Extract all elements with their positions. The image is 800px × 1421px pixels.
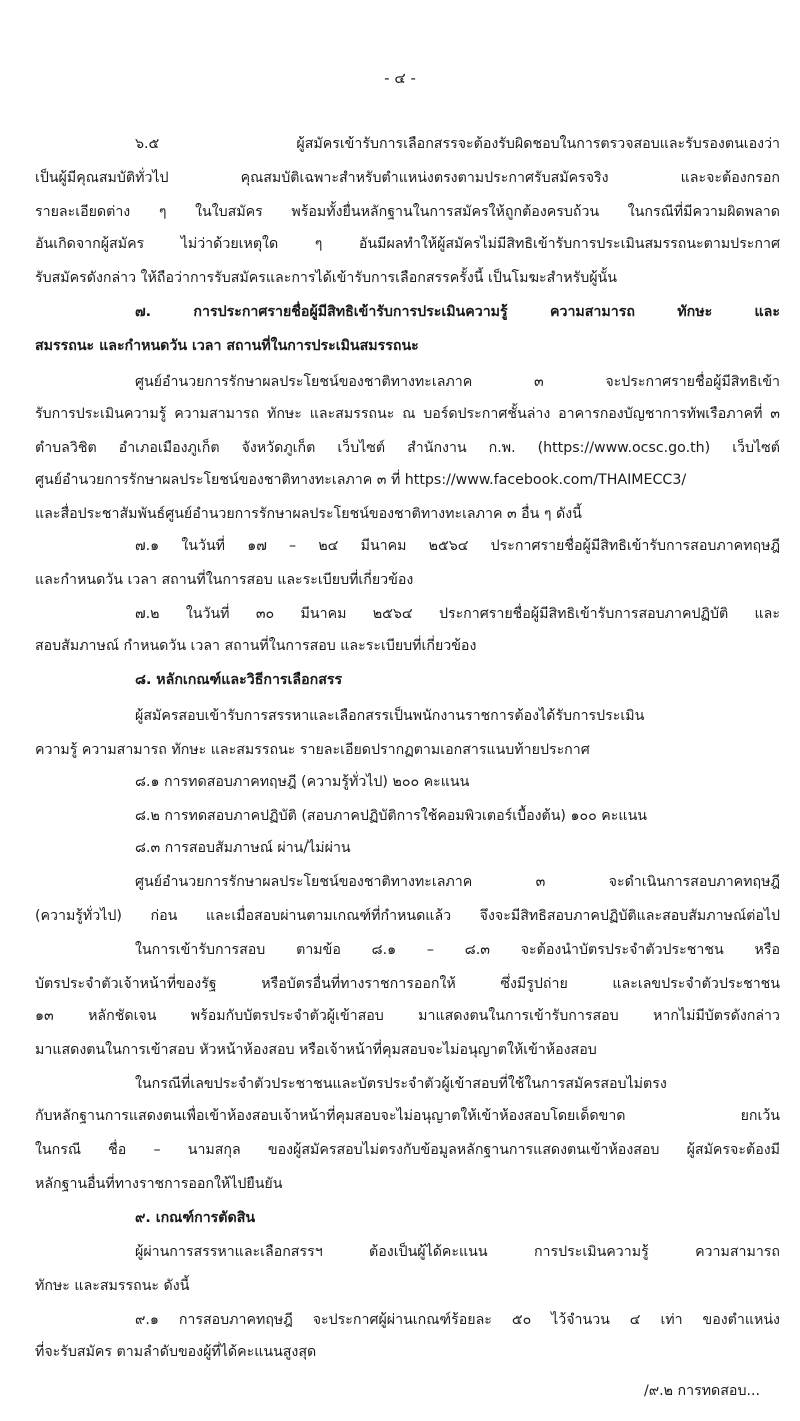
section-heading-line: ๙. เกณฑ์การตัดสิน [135,1210,256,1226]
section-heading-line: สมรรถนะ และกำหนดวัน เวลา สถานที่ในการประเมินสมรรถนะ [35,338,419,354]
paragraph-line: เป็นผู้มีคุณสมบัติทั่วไป คุณสมบัติเฉพาะสำหรับตำแหน่งตรงตามประกาศรับสมัครจริง และจะต้องกรอก [35,170,780,186]
paragraph-line: และกำหนดวัน เวลา สถานที่ในการสอบ และระเบียบที่เกี่ยวข้อง [35,572,414,588]
paragraph-line: ในกรณี ชื่อ – นามสกุล ของผู้สมัครสอบไม่ตรงกับข้อมูลหลักฐานการแสดงตนเข้าห้องสอบ ผู้สมัครจะต้องมี [35,1142,780,1158]
paragraph-line: อันเกิดจากผู้สมัคร ไม่ว่าด้วยเหตุใด ๆ อันมีผลทำให้ผู้สมัครไม่มีสิทธิเข้ารับการประเมินสมรรถนะตามประกาศ [35,236,780,252]
page-number: - ๔ - [384,69,416,87]
paragraph-line: ศูนย์อำนวยการรักษาผลประโยชน์ของชาติทางทะเลภาค ๓ จะประกาศรายชื่อผู้มีสิทธิเข้า [135,374,780,390]
paragraph-line: (ความรู้ทั่วไป) ก่อน และเมื่อสอบผ่านตามเกณฑ์ที่กำหนดแล้ว จึงจะมีสิทธิสอบภาคปฏิบัติและสอบสัมภาษณ์ต่อไป [35,908,780,924]
paragraph-line: ๗.๒ ในวันที่ ๓๐ มีนาคม ๒๕๖๔ ประกาศรายชื่อผู้มีสิทธิเข้ารับการสอบภาคปฏิบัติ และ [135,606,780,622]
paragraph-line: ๗.๑ ในวันที่ ๑๗ – ๒๔ มีนาคม ๒๕๖๔ ประกาศรายชื่อผู้มีสิทธิเข้ารับการสอบภาคทฤษฎี [135,538,780,554]
paragraph-line: และสื่อประชาสัมพันธ์ศูนย์อำนวยการรักษาผลประโยชน์ของชาติทางทะเลภาค ๓ อื่น ๆ ดังนี้ [35,506,582,522]
paragraph-line: ๘.๑ การทดสอบภาคทฤษฎี (ความรู้ทั่วไป) ๒๐๐ คะแนน [135,774,470,790]
paragraph-line: ๘.๒ การทดสอบภาคปฏิบัติ (สอบภาคปฏิบัติการใช้คอมพิวเตอร์เบื้องต้น) ๑๐๐ คะแนน [135,808,647,824]
paragraph-line: ความรู้ ความสามารถ ทักษะ และสมรรถนะ รายละเอียดปรากฏตามเอกสารแนบท้ายประกาศ [35,742,590,758]
paragraph-line: ๘.๓ การสอบสัมภาษณ์ ผ่าน/ไม่ผ่าน [135,840,351,856]
paragraph-line: ๙.๑ การสอบภาคทฤษฎี จะประกาศผู้ผ่านเกณฑ์ร้อยละ ๕๐ ไว้จำนวน ๔ เท่า ของตำแหน่ง [135,1312,780,1328]
paragraph-line: หลักฐานอื่นที่ทางราชการออกให้ไปยืนยัน [35,1176,283,1192]
paragraph-line: รับการประเมินความรู้ ความสามารถ ทักษะ และสมรรถนะ ณ บอร์ดประกาศชั้นล่าง อาคารกองบัญชาการทัพเรือภาคที่ ๓ [35,406,780,422]
paragraph-line: ตำบลวิชิต อำเภอเมืองภูเก็ต จังหวัดภูเก็ต เว็บไซต์ สำนักงาน ก.พ. (https://www.ocsc.go.th) เว็บไซต์ [35,440,780,456]
continuation-note: /๙.๒ การทดสอบ... [643,1383,760,1399]
paragraph-line: มาแสดงตนในการเข้าสอบ หัวหน้าห้องสอบ หรือเจ้าหน้าที่คุมสอบจะไม่อนุญาตให้เข้าห้องสอบ [35,1042,597,1058]
paragraph-line: บัตรประจำตัวเจ้าหน้าที่ของรัฐ หรือบัตรอื่นที่ทางราชการออกให้ ซึ่งมีรูปถ่าย และเลขประจำตัวประชาชน [35,976,780,992]
paragraph-line: ผู้ผ่านการสรรหาและเลือกสรรฯ ต้องเป็นผู้ได้คะแนน การประเมินความรู้ ความสามารถ [135,1244,780,1260]
paragraph-line: ในกรณีที่เลขประจำตัวประชาชนและบัตรประจำตัวผู้เข้าสอบที่ใช้ในการสมัครสอบไม่ตรง [135,1076,667,1092]
paragraph-line: รับสมัครดังกล่าว ให้ถือว่าการรับสมัครและการได้เข้ารับการเลือกสรรครั้งนี้ เป็นโมฆะสำหรับผู้นั้น [35,270,617,286]
paragraph-line: ทักษะ และสมรรถนะ ดังนี้ [35,1278,190,1294]
paragraph-line: กับหลักฐานการแสดงตนเพื่อเข้าห้องสอบเจ้าหน้าที่คุมสอบจะไม่อนุญาตให้เข้าห้องสอบโดยเด็ดขาด ยกเว้น [35,1108,780,1124]
paragraph-line: รายละเอียดต่าง ๆ ในใบสมัคร พร้อมทั้งยื่นหลักฐานในการสมัครให้ถูกต้องครบถ้วน ในกรณีที่มีความผิดพลาด [35,204,780,220]
paragraph-line: สอบสัมภาษณ์ กำหนดวัน เวลา สถานที่ในการสอบ และระเบียบที่เกี่ยวข้อง [35,638,477,654]
paragraph-line: ที่จะรับสมัคร ตามลำดับของผู้ที่ได้คะแนนสูงสุด [35,1344,317,1360]
paragraph-line: ๑๓ หลักชัดเจน พร้อมกับบัตรประจำตัวผู้เข้าสอบ มาแสดงตนในการเข้ารับการสอบ หากไม่มีบัตรดังกล่าว [35,1008,780,1024]
paragraph-line: ผู้สมัครสอบเข้ารับการสรรหาและเลือกสรรเป็นพนักงานราชการต้องได้รับการประเมิน [135,708,645,724]
paragraph-line: ศูนย์อำนวยการรักษาผลประโยชน์ของชาติทางทะเลภาค ๓ จะดำเนินการสอบภาคทฤษฎี [135,874,780,890]
section-heading-line: ๗. การประกาศรายชื่อผู้มีสิทธิเข้ารับการประเมินความรู้ ความสามารถ ทักษะ และ [135,304,780,320]
paragraph-line: ในการเข้ารับการสอบ ตามข้อ ๘.๑ – ๘.๓ จะต้องนำบัตรประจำตัวประชาชน หรือ [135,942,780,958]
section-heading-line: ๘. หลักเกณฑ์และวิธีการเลือกสรร [135,672,343,688]
paragraph-line: ๖.๕ ผู้สมัครเข้ารับการเลือกสรรจะต้องรับผิดชอบในการตรวจสอบและรับรองตนเองว่า [135,136,780,152]
paragraph-line: ศูนย์อำนวยการรักษาผลประโยชน์ของชาติทางทะเลภาค ๓ ที่ https://www.facebook.com/THAIMECC3/ [35,472,687,488]
